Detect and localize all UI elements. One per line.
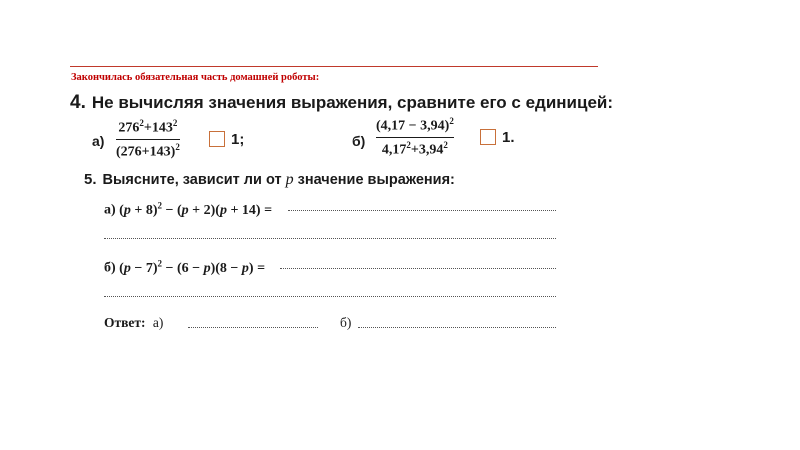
task5-title: 5. Выясните, зависит ли от p значение выражения: <box>84 171 455 188</box>
task4-a-label: а) <box>92 133 105 149</box>
fraction-bar <box>116 139 180 140</box>
task5-b-answer-line-2[interactable] <box>104 296 556 297</box>
task4-b-label: б) <box>352 133 366 149</box>
answer-b-line[interactable] <box>358 327 556 328</box>
task4-b-rhs: 1. <box>502 129 515 146</box>
answer-a-label: а) <box>152 315 164 330</box>
answer-b-label: б) <box>340 315 352 330</box>
answer-a-line[interactable] <box>188 327 318 328</box>
task4-b-compare-box[interactable] <box>480 129 496 145</box>
task5-a-line <box>104 200 272 219</box>
task4-title-text: Не вычисляя значения выражения, сравните его с единицей: <box>91 93 614 112</box>
task5-b-answer-line-1[interactable] <box>280 268 556 269</box>
task4-b-denominator: $4,17^2+3,94^2$ <box>381 139 448 158</box>
task5-number: 5. <box>84 171 97 188</box>
answer-label: Ответ: <box>104 315 146 330</box>
homework-notice: Закончилась обязательная часть домашней роботы: <box>71 72 320 83</box>
red-rule <box>70 66 598 67</box>
task4-a-rhs: 1; <box>231 131 245 148</box>
task5-b-line <box>104 258 265 277</box>
answer-row <box>104 315 163 331</box>
task4-a-compare-box[interactable] <box>209 131 225 147</box>
fraction-bar <box>376 137 454 138</box>
task5-b-label: б) <box>104 260 116 276</box>
task5-a-expression: $(p + 8)^2 - (p + 2)(p + 14)$ = <box>119 200 273 218</box>
task5-a-answer-line-2[interactable] <box>104 238 556 239</box>
task4-a-numerator: $276^2+143^2$ <box>118 118 178 136</box>
task4-title <box>70 92 613 114</box>
task4-number: 4. <box>70 92 86 113</box>
task4-b-fraction <box>376 116 454 158</box>
task4-b-numerator: $(4,17 - 3,94)^2$ <box>376 116 454 134</box>
task5-a-label: а) <box>104 202 116 218</box>
task4-a-fraction <box>116 118 180 160</box>
task5-b-expression: $(p - 7)^2 - (6 - p)(8 - p)$ = <box>119 258 266 276</box>
task5-a-answer-line-1[interactable] <box>288 210 556 211</box>
task4-a-denominator: $(276+143)^2$ <box>116 141 180 160</box>
